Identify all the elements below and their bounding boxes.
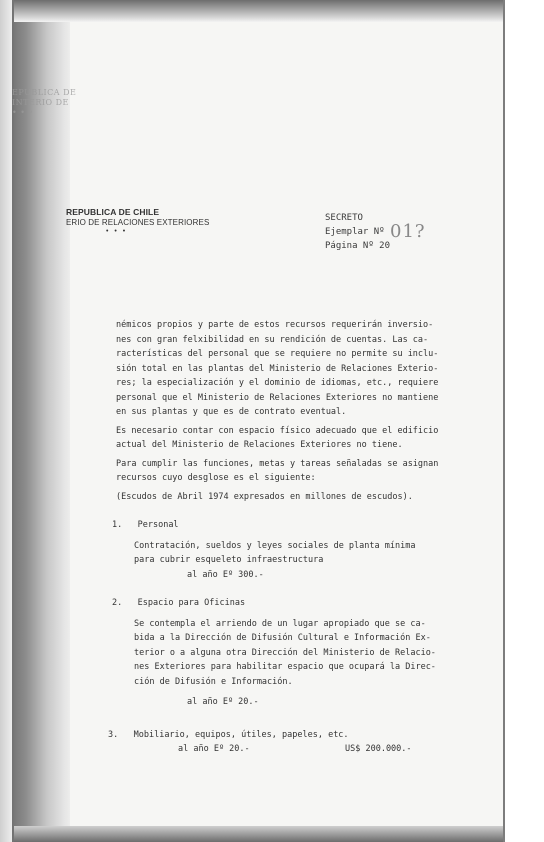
intro-paragraph bbox=[116, 318, 461, 420]
text-line: Es necesario contar con espacio físico adecuado que el edificio bbox=[116, 425, 439, 436]
text-line: bida a la Dirección de Difusión Cultural e Información Ex- bbox=[134, 633, 431, 643]
item-number: 2. bbox=[112, 598, 123, 608]
text-line: terior o a alguna otra Dirección del Ministerio de Relacio- bbox=[134, 647, 436, 658]
item-amount: al año Eº 300.- bbox=[187, 569, 264, 580]
ghost-line: EPUBLICA DE bbox=[12, 88, 77, 97]
item-title: Espacio para Oficinas bbox=[137, 598, 246, 608]
classification-label: SECRETO bbox=[325, 213, 363, 223]
binding-shadow bbox=[12, 0, 70, 842]
text-line: Se contempla el arriendo de un lugar apropiado que se ca- bbox=[134, 618, 426, 629]
text-line: recursos cuyo desglose es el siguiente: bbox=[116, 473, 316, 483]
letterhead-marks: • • • bbox=[106, 228, 128, 235]
copy-number-label: Ejemplar Nº bbox=[325, 227, 385, 237]
item-title: Personal bbox=[137, 520, 179, 530]
text-line: némicos propios y parte de estos recursos requerirán inversio- bbox=[116, 320, 434, 330]
item-amount: al año Eº 20.- bbox=[178, 744, 250, 754]
text-line: ción de Difusión e Información. bbox=[134, 676, 293, 687]
text-line: Para cumplir las funciones, metas y tareas señaladas se asignan bbox=[116, 458, 439, 469]
item-title: Mobiliario, equipos, útiles, papeles, etc. bbox=[133, 729, 349, 740]
text-line: nes Exteriores para habilitar espacio que ocupará la Direc- bbox=[134, 662, 436, 672]
page-number: Página Nº 20 bbox=[325, 241, 391, 251]
bottom-scan-shadow bbox=[14, 826, 504, 842]
ghost-line: INTERIO DE bbox=[12, 98, 69, 107]
document-reference bbox=[325, 211, 426, 253]
text-line: en sus plantas y que es de contrato eventual. bbox=[116, 407, 347, 417]
budget-item-furniture bbox=[108, 728, 461, 757]
text-line: actual del Ministerio de Relaciones Exteriores no tiene. bbox=[116, 440, 403, 450]
republic-name: REPUBLICA DE CHILE bbox=[66, 207, 160, 217]
budget-item-office-space bbox=[112, 596, 461, 710]
item-amount-row bbox=[108, 742, 461, 757]
document-body bbox=[108, 318, 461, 757]
currency-note: (Escudos de Abril 1974 expresados en millones de escudos). bbox=[116, 491, 413, 502]
item-number: 3. bbox=[108, 729, 119, 740]
budget-item-personal bbox=[112, 518, 461, 582]
functions-paragraph bbox=[116, 457, 461, 486]
text-line: sión total en las plantas del Ministerio de Relaciones Exterio- bbox=[116, 363, 439, 374]
bleed-through-text bbox=[12, 88, 76, 118]
text-line: Contratación, sueldos y leyes sociales de planta mínima bbox=[134, 540, 416, 551]
text-line: racterísticas del personal que se requiere no permite su inclu- bbox=[116, 349, 439, 359]
copy-number: 01? bbox=[390, 221, 426, 242]
text-line: personal que el Ministerio de Relaciones Exteriores no mantiene bbox=[116, 392, 439, 403]
item-usd-amount: US$ 200.000.- bbox=[345, 744, 412, 754]
text-line: res; la especialización y el dominio de idiomas, etc., requiere bbox=[116, 378, 439, 388]
item-number: 1. bbox=[112, 520, 123, 530]
text-line: para cubrir esqueleto infraestructura bbox=[134, 555, 324, 565]
text-line: nes con gran felxibilidad en su rendición de cuentas. Las ca- bbox=[116, 334, 429, 345]
top-scan-shadow bbox=[14, 0, 504, 22]
item-amount: al año Eº 20.- bbox=[187, 697, 259, 707]
right-page-edge bbox=[503, 0, 544, 842]
space-paragraph bbox=[116, 424, 461, 453]
copy-number-row bbox=[325, 221, 426, 242]
letterhead bbox=[66, 207, 209, 235]
ministry-name: ERIO DE RELACIONES EXTERIORES bbox=[66, 218, 210, 227]
ghost-line: • • • bbox=[12, 108, 34, 117]
